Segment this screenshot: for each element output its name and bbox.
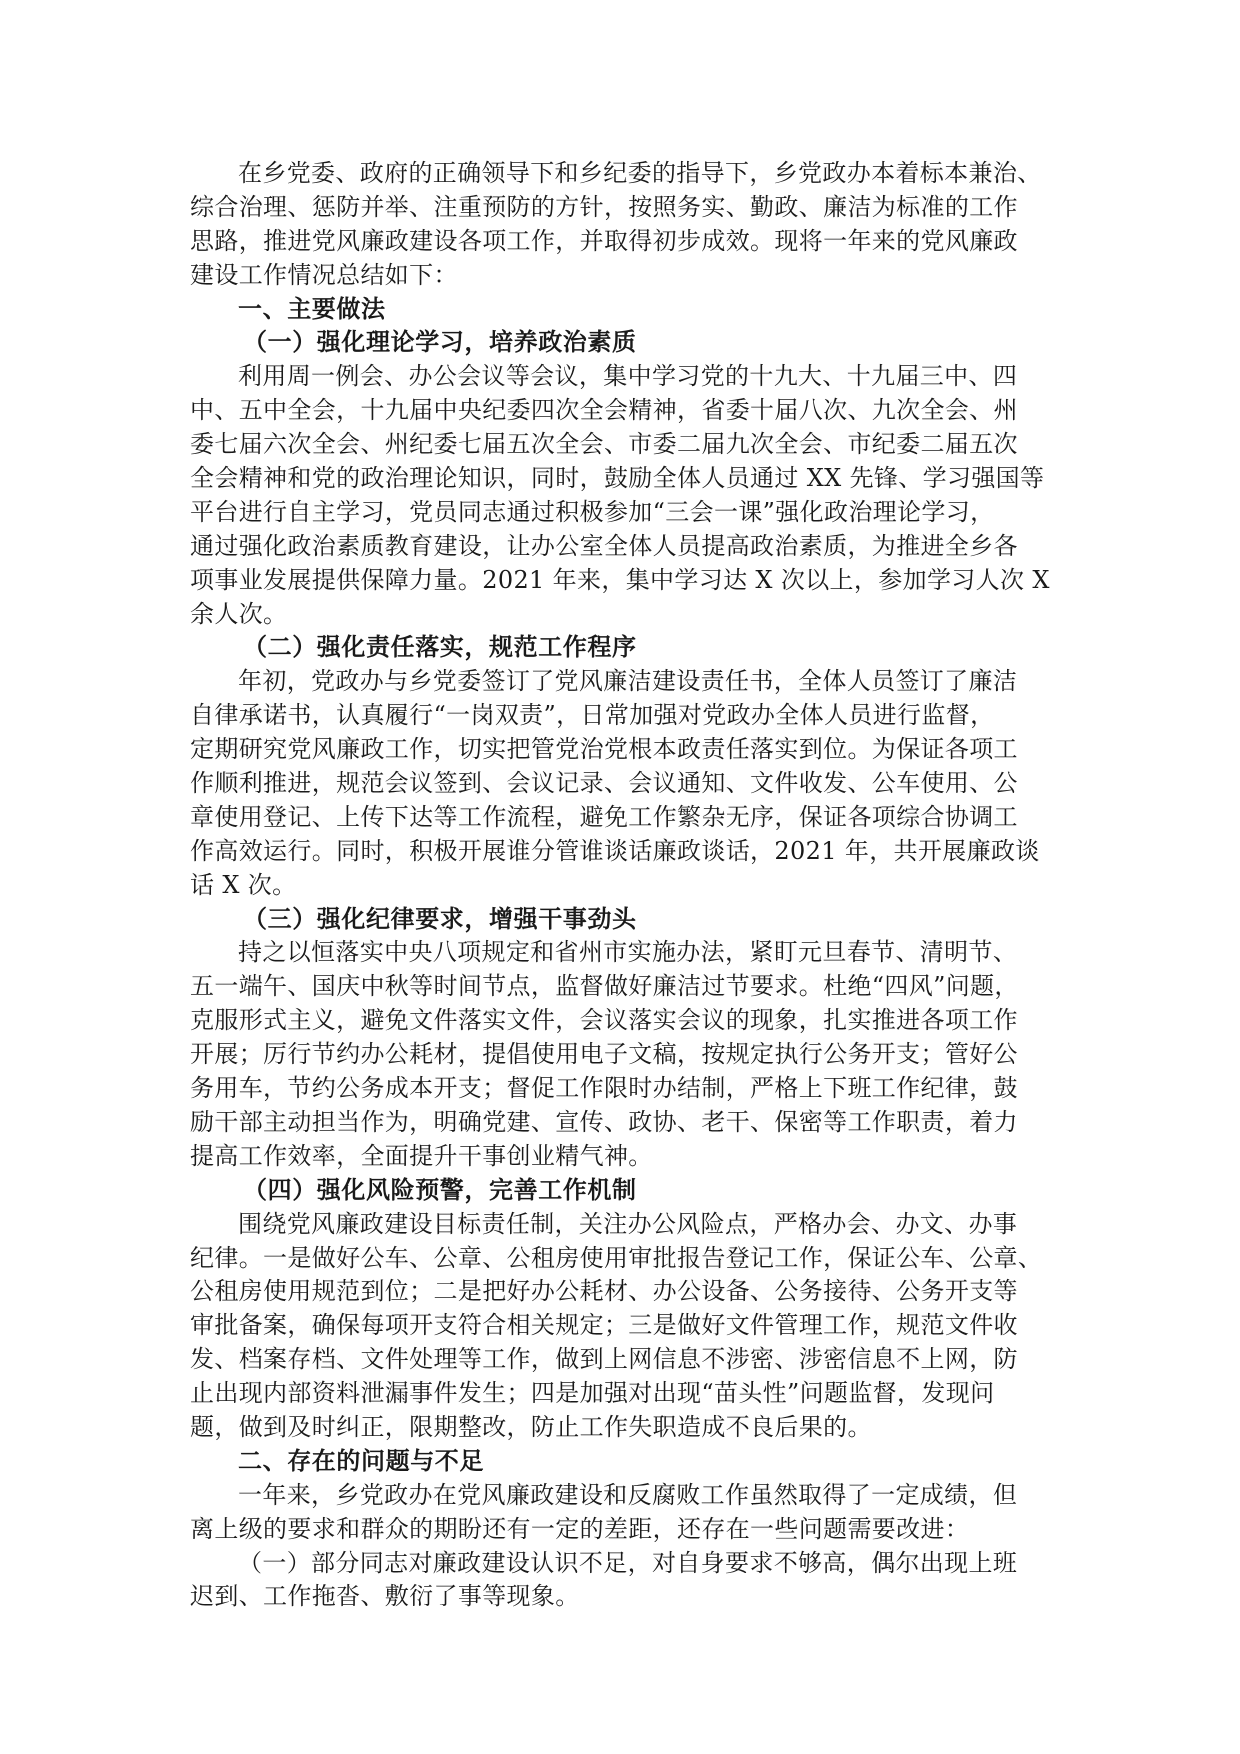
paragraph-line: 务用车，节约公务成本开支；督促工作限时办结制，严格上下班工作纪律，鼓 <box>190 1074 1018 1103</box>
section-heading: 二、存在的问题与不足 <box>238 1446 484 1475</box>
paragraph-line: 五一端午、国庆中秋等时间节点，监督做好廉洁过节要求。杜绝“四风”问题， <box>190 972 1019 1001</box>
paragraph-line: 委七届六次全会、州纪委七届五次全会、市委二届九次全会、市纪委二届五次 <box>190 430 1018 459</box>
paragraph-line: 余人次。 <box>190 599 288 628</box>
paragraph-line: 作顺利推进，规范会议签到、会议记录、会议通知、文件收发、公车使用、公 <box>190 769 1018 798</box>
paragraph-line: 一年来，乡党政办在党风廉政建设和反腐败工作虽然取得了一定成绩，但 <box>238 1480 1018 1509</box>
paragraph-line: 克服形式主义，避免文件落实文件，会议落实会议的现象，扎实推进各项工作 <box>190 1006 1018 1035</box>
document-page <box>190 157 1054 1614</box>
subsection-heading: （三）强化纪律要求，增强干事劲头 <box>243 904 637 933</box>
paragraph-line: 在乡党委、政府的正确领导下和乡纪委的指导下，乡党政办本着标本兼治、 <box>238 159 1042 187</box>
paragraph-line: 通过强化政治素质教育建设，让办公室全体人员提高政治素质，为推进全乡各 <box>190 531 1018 560</box>
paragraph-line: 持之以恒落实中央八项规定和省州市实施办法，紧盯元旦春节、清明节、 <box>238 938 1018 967</box>
paragraph-line: 章使用登记、上传下达等工作流程，避免工作繁杂无序，保证各项综合协调工 <box>190 802 1018 831</box>
paragraph-line: 励干部主动担当作为，明确党建、宣传、政协、老干、保密等工作职责，着力 <box>190 1107 1018 1136</box>
paragraph-line: 建设工作情况总结如下： <box>190 260 458 289</box>
paragraph-line: 纪律。一是做好公车、公章、公租房使用审批报告登记工作，保证公车、公章、 <box>190 1243 1043 1272</box>
paragraph-line: 公租房使用规范到位；二是把好办公耗材、办公设备、公务接待、公务开支等 <box>190 1277 1018 1306</box>
paragraph-line: 离上级的要求和群众的期盼还有一定的差距，还存在一些问题需要改进： <box>190 1514 970 1543</box>
paragraph-line: （一）部分同志对廉政建设认识不足，对自身要求不够高，偶尔出现上班 <box>238 1548 1018 1577</box>
paragraph-line: 平台进行自主学习，党员同志通过积极参加“三会一课”强化政治理论学习， <box>190 497 995 526</box>
paragraph-line: 题，做到及时纠正，限期整改，防止工作失职造成不良后果的。 <box>190 1412 872 1441</box>
paragraph-line: 年初，党政办与乡党委签订了党风廉洁建设责任书，全体人员签订了廉洁 <box>238 667 1018 696</box>
paragraph-line: 发、档案存档、文件处理等工作，做到上网信息不涉密、涉密信息不上网，防 <box>190 1345 1018 1374</box>
paragraph-line: 开展；厉行节约办公耗材，提倡使用电子文稿，按规定执行公务开支；管好公 <box>190 1040 1018 1069</box>
paragraph-line: 中、五中全会，十九届中央纪委四次全会精神，省委十届八次、九次全会、州 <box>190 396 1018 425</box>
paragraph-line: 思路，推进党风廉政建设各项工作，并取得初步成效。现将一年来的党风廉政 <box>190 226 1018 255</box>
paragraph-line: 自律承诺书，认真履行“一岗双责”，日常加强对党政办全体人员进行监督， <box>190 701 995 730</box>
subsection-heading: （二）强化责任落实，规范工作程序 <box>243 633 637 662</box>
paragraph-line: 全会精神和党的政治理论知识，同时，鼓励全体人员通过 XX 先锋、学习强国等 <box>190 464 1045 493</box>
paragraph-line: 提高工作效率，全面提升干事创业精气神。 <box>190 1141 653 1170</box>
paragraph-line: 话 X 次。 <box>190 870 297 899</box>
paragraph-line: 围绕党风廉政建设目标责任制，关注办公风险点，严格办会、办文、办事 <box>238 1209 1018 1238</box>
subsection-heading: （一）强化理论学习，培养政治素质 <box>243 328 637 357</box>
paragraph-line: 止出现内部资料泄漏事件发生；四是加强对出现“苗头性”问题监督，发现问 <box>190 1379 995 1408</box>
section-heading: 一、主要做法 <box>238 294 386 323</box>
paragraph-line: 迟到、工作拖沓、敷衍了事等现象。 <box>190 1582 580 1611</box>
paragraph-line: 定期研究党风廉政工作，切实把管党治党根本政责任落实到位。为保证各项工 <box>190 735 1018 764</box>
paragraph-line: 项事业发展提供保障力量。2021 年来，集中学习达 X 次以上，参加学习人次 X <box>190 565 1050 594</box>
paragraph-line: 综合治理、惩防并举、注重预防的方针，按照务实、勤政、廉洁为标准的工作 <box>190 192 1018 221</box>
paragraph-line: 利用周一例会、办公会议等会议，集中学习党的十九大、十九届三中、四 <box>238 362 1018 391</box>
subsection-heading: （四）强化风险预警，完善工作机制 <box>243 1175 637 1204</box>
paragraph-line: 作高效运行。同时，积极开展谁分管谁谈话廉政谈话，2021 年，共开展廉政谈 <box>190 836 1040 865</box>
paragraph-line: 审批备案，确保每项开支符合相关规定；三是做好文件管理工作，规范文件收 <box>190 1311 1018 1340</box>
